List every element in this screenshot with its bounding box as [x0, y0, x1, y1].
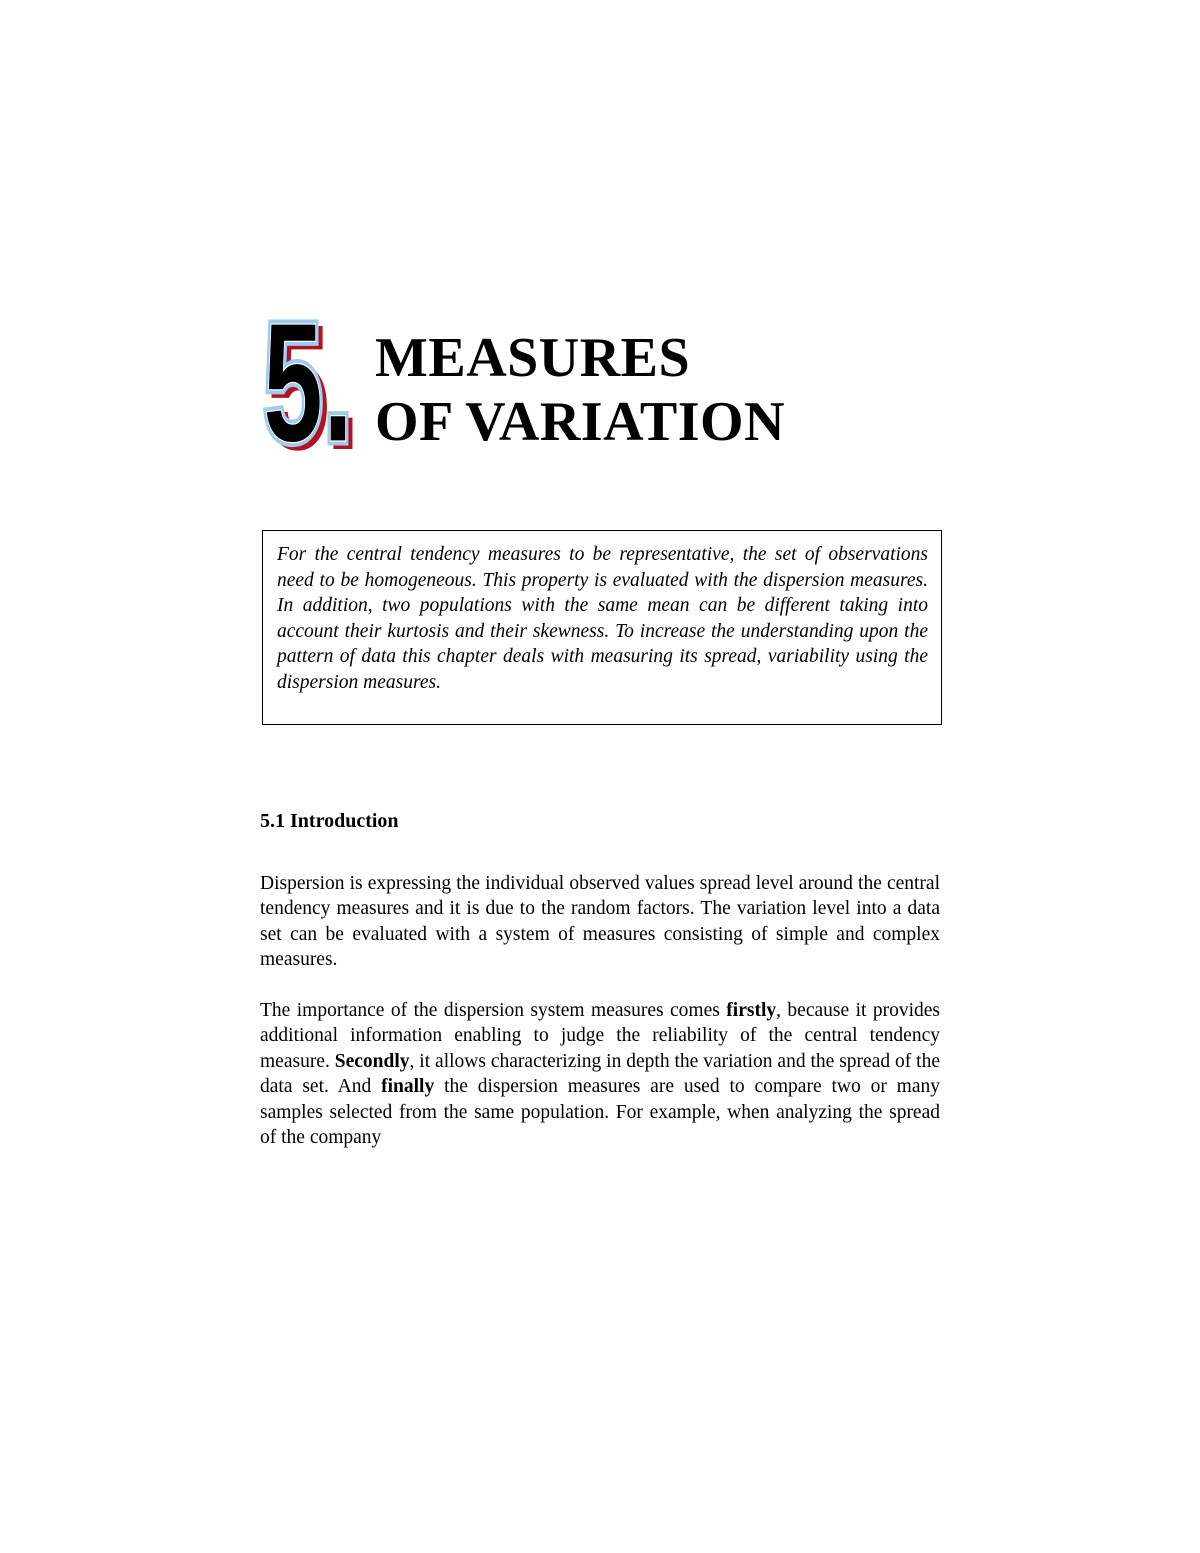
introduction-paragraph-2 — [260, 998, 940, 1150]
chapter-number-text: 5. — [263, 288, 353, 463]
emphasis-finally: finally — [381, 1076, 435, 1098]
chapter-header — [260, 288, 960, 468]
emphasis-secondly: Secondly — [334, 1050, 410, 1072]
chapter-number-outline: 5. — [263, 288, 353, 463]
chapter-title-line2: OF VARIATION — [375, 391, 786, 453]
chapter-number-graphic — [260, 288, 380, 463]
introduction-paragraph-1: Dispersion is expressing the individual observed values spread level around the central tendency measures and it is due to the random factors. The variation level into a data set can be evaluated with a system of measures consisting of simple and complex measures. — [260, 873, 940, 971]
paragraph-2-part-3: , it allows characterizing in depth the variation and the spread of the data set. And — [260, 1050, 940, 1098]
chapter-abstract-text: For the central tendency measures to be representative, the set of observations need to be homogeneous. This property is evaluated with the dispersion measures. In addition, two populations with the same mean can be different taking into account their kurtosis and their skewness. To increase the understanding upon the pattern of data this chapter deals with measuring its spread, variability using the dispersion measures. — [277, 544, 928, 693]
paragraph-2-part-2: , because it provides additional information enabling to judge the reliability of the central tendency measure. — [260, 1000, 941, 1072]
chapter-title — [375, 326, 785, 454]
chapter-number-shadow: 5. — [268, 293, 358, 463]
paragraph-2-part-1: The importance of the dispersion system measures comes — [260, 1000, 727, 1021]
chapter-abstract-box — [262, 530, 942, 725]
paragraph-2-part-4: the dispersion measures are used to compare two or many samples selected from the same population. For example, when analyzing the spread of the company — [260, 1076, 940, 1149]
chapter-number-svg — [260, 288, 380, 463]
emphasis-firstly: firstly — [726, 1000, 777, 1021]
section-heading: 5.1 Introduction — [260, 810, 399, 832]
chapter-title-line1: MEASURES — [375, 327, 691, 389]
